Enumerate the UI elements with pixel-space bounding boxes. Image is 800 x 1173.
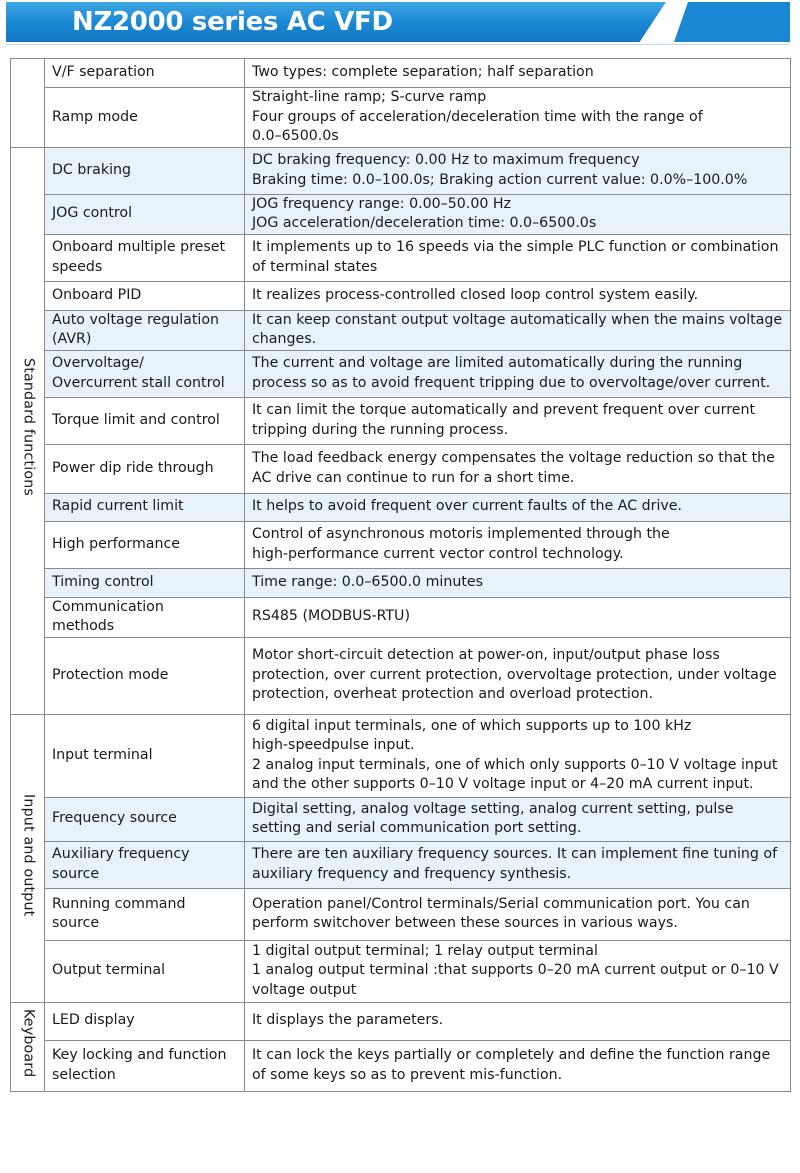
- description-cell: [245, 521, 791, 568]
- description-text: JOG frequency range: 0.00–50.00 Hz: [252, 195, 511, 212]
- section-label: Standard functions: [20, 358, 37, 497]
- description-text: Time range: 0.0–6500.0 minutes: [252, 573, 484, 590]
- page-title: NZ2000 series AC VFD: [72, 7, 393, 37]
- description-text: Four groups of acceleration/deceleration time with the range of: [252, 108, 703, 125]
- feature-text: Ramp mode: [52, 108, 138, 125]
- table-row: [11, 1002, 791, 1040]
- feature-cell: [45, 493, 245, 521]
- description-cell: [245, 1002, 791, 1040]
- feature-cell: [45, 310, 245, 350]
- table-row: [11, 350, 791, 397]
- feature-text: LED display: [52, 1012, 135, 1029]
- description-text: 2 analog input terminals, one of which only supports 0–10 V voltage input: [252, 756, 778, 773]
- banner-stripe: [674, 2, 790, 42]
- title-banner: [6, 2, 790, 42]
- section-label: Keyboard: [20, 1009, 37, 1078]
- feature-cell: [45, 397, 245, 444]
- description-text: tripping during the running process.: [252, 421, 509, 438]
- table-row: [11, 281, 791, 310]
- feature-text: source: [52, 915, 100, 931]
- description-text: Braking time: 0.0–100.0s; Braking action current value: 0.0%–100.0%: [252, 171, 748, 188]
- feature-text: selection: [52, 1066, 116, 1083]
- description-text: JOG acceleration/deceleration time: 0.0–6500.0s: [252, 215, 597, 231]
- description-cell: [245, 841, 791, 888]
- feature-cell: [45, 568, 245, 597]
- feature-cell: [45, 194, 245, 234]
- feature-text: Overcurrent stall control: [52, 374, 225, 391]
- description-cell: [245, 493, 791, 521]
- description-text: protection, over current protection, overvoltage protection, under voltage: [252, 666, 777, 683]
- feature-cell: [45, 88, 245, 148]
- feature-text: Power dip ride through: [52, 459, 214, 476]
- description-text: It helps to avoid frequent over current faults of the AC drive.: [252, 498, 683, 515]
- description-text: The current and voltage are limited automatically during the running: [252, 355, 743, 371]
- table-row: [11, 147, 791, 194]
- section-keyboard: [11, 1002, 45, 1091]
- description-text: high-performance current vector control technology.: [252, 545, 624, 562]
- banner-divider: [6, 44, 790, 45]
- description-cell: [245, 444, 791, 493]
- table-row: [11, 397, 791, 444]
- description-cell: [245, 350, 791, 397]
- description-text: 6 digital input terminals, one of which supports up to 100 kHz: [252, 717, 692, 734]
- feature-text: (AVR): [52, 331, 92, 347]
- table-row: [11, 59, 791, 88]
- description-text: changes.: [252, 331, 317, 347]
- description-text: Digital setting, analog voltage setting, analog current setting, pulse: [252, 800, 734, 817]
- table-row: [11, 444, 791, 493]
- table-row: [11, 841, 791, 888]
- table-row: [11, 597, 791, 637]
- description-text: of some keys so as to prevent mis-function.: [252, 1066, 563, 1083]
- feature-text: Torque limit and control: [52, 411, 220, 428]
- feature-cell: [45, 444, 245, 493]
- description-text: There are ten auxiliary frequency sources. It can implement fine tuning of: [252, 846, 778, 862]
- description-text: It can keep constant output voltage automatically when the mains voltage: [252, 311, 783, 328]
- feature-text: Communication: [52, 598, 164, 615]
- description-cell: [245, 194, 791, 234]
- description-text: DC braking frequency: 0.00 Hz to maximum frequency: [252, 152, 640, 168]
- description-text: voltage output: [252, 981, 357, 998]
- feature-cell: [45, 797, 245, 841]
- description-cell: [245, 147, 791, 194]
- description-text: 1 digital output terminal; 1 relay output terminal: [252, 942, 598, 959]
- description-cell: [245, 797, 791, 841]
- feature-text: Input terminal: [52, 746, 153, 763]
- feature-text: Running command: [52, 895, 186, 912]
- description-cell: [245, 597, 791, 637]
- feature-text: Frequency source: [52, 810, 177, 827]
- description-text: It displays the parameters.: [252, 1012, 444, 1029]
- description-text: Operation panel/Control terminals/Serial communication port. You can: [252, 895, 750, 912]
- feature-cell: [45, 637, 245, 714]
- feature-text: V/F separation: [52, 64, 155, 81]
- table-row: [11, 1040, 791, 1091]
- feature-text: Onboard PID: [52, 286, 142, 303]
- spec-table: [10, 58, 791, 1092]
- feature-cell: [45, 841, 245, 888]
- feature-text: Onboard multiple preset: [52, 239, 226, 255]
- feature-text: Protection mode: [52, 666, 169, 683]
- description-text: AC drive can continue to run for a short time.: [252, 469, 575, 486]
- feature-text: DC braking: [52, 161, 132, 178]
- section-unlabeled: [11, 59, 45, 148]
- feature-cell: [45, 940, 245, 1002]
- feature-cell: [45, 147, 245, 194]
- feature-text: High performance: [52, 535, 180, 552]
- description-cell: [245, 88, 791, 148]
- description-text: 0.0–6500.0s: [252, 128, 339, 144]
- description-text: It realizes process-controlled closed loop control system easily.: [252, 286, 699, 303]
- table-row: [11, 521, 791, 568]
- description-text: Control of asynchronous motoris implemented through the: [252, 526, 670, 542]
- description-text: of terminal states: [252, 258, 378, 275]
- description-text: and the other supports 0–10 V voltage input or 4–20 mA current input.: [252, 776, 754, 792]
- description-text: high-speedpulse input.: [252, 737, 415, 753]
- feature-cell: [45, 714, 245, 797]
- table-row: [11, 310, 791, 350]
- description-text: process so as to avoid frequent tripping due to overvoltage/over current.: [252, 374, 771, 391]
- feature-cell: [45, 281, 245, 310]
- table-row: [11, 637, 791, 714]
- table-row: [11, 568, 791, 597]
- description-cell: [245, 310, 791, 350]
- description-cell: [245, 281, 791, 310]
- description-text: Straight-line ramp; S-curve ramp: [252, 89, 487, 105]
- table-row: [11, 888, 791, 940]
- description-text: Motor short-circuit detection at power-on, input/output phase loss: [252, 647, 720, 664]
- feature-cell: [45, 1040, 245, 1091]
- feature-cell: [45, 350, 245, 397]
- description-text: Two types: complete separation; half separation: [252, 64, 594, 81]
- table-row: [11, 493, 791, 521]
- description-cell: [245, 397, 791, 444]
- feature-text: source: [52, 865, 100, 882]
- feature-text: methods: [52, 618, 115, 634]
- feature-cell: [45, 888, 245, 940]
- table-row: [11, 88, 791, 148]
- description-cell: [245, 637, 791, 714]
- description-cell: [245, 888, 791, 940]
- description-cell: [245, 234, 791, 281]
- table-row: [11, 940, 791, 1002]
- description-cell: [245, 714, 791, 797]
- description-text: protection, overheat protection and overload protection.: [252, 686, 654, 703]
- description-text: setting and serial communication port setting.: [252, 820, 582, 836]
- table-row: [11, 234, 791, 281]
- feature-cell: [45, 234, 245, 281]
- description-text: auxiliary frequency and frequency synthesis.: [252, 865, 572, 882]
- feature-cell: [45, 597, 245, 637]
- feature-text: Rapid current limit: [52, 498, 184, 515]
- table-row: [11, 714, 791, 797]
- feature-text: speeds: [52, 258, 103, 275]
- description-text: The load feedback energy compensates the voltage reduction so that the: [252, 450, 775, 466]
- feature-text: Overvoltage/: [52, 355, 144, 371]
- description-cell: [245, 59, 791, 88]
- description-text: It implements up to 16 speeds via the simple PLC function or combination: [252, 239, 779, 255]
- description-cell: [245, 940, 791, 1002]
- table-row: [11, 797, 791, 841]
- description-cell: [245, 568, 791, 597]
- description-text: It can lock the keys partially or completely and define the function range: [252, 1047, 771, 1063]
- section-label: Input and output: [20, 793, 37, 916]
- description-cell: [245, 1040, 791, 1091]
- section-standard-functions: [11, 147, 45, 714]
- description-text: RS485 (MODBUS-RTU): [252, 608, 410, 625]
- feature-text: Auxiliary frequency: [52, 846, 190, 862]
- feature-text: Output terminal: [52, 962, 166, 979]
- description-text: perform switchover between these sources in various ways.: [252, 915, 678, 931]
- feature-cell: [45, 1002, 245, 1040]
- feature-text: Key locking and function: [52, 1047, 227, 1063]
- description-text: It can limit the torque automatically and prevent frequent over current: [252, 402, 756, 418]
- feature-text: JOG control: [52, 205, 133, 222]
- description-text: 1 analog output terminal :that supports 0–20 mA current output or 0–10 V: [252, 962, 779, 979]
- feature-cell: [45, 59, 245, 88]
- feature-text: Timing control: [52, 573, 154, 590]
- feature-cell: [45, 521, 245, 568]
- section-input-output: [11, 714, 45, 1002]
- feature-text: Auto voltage regulation: [52, 311, 220, 328]
- table-row: [11, 194, 791, 234]
